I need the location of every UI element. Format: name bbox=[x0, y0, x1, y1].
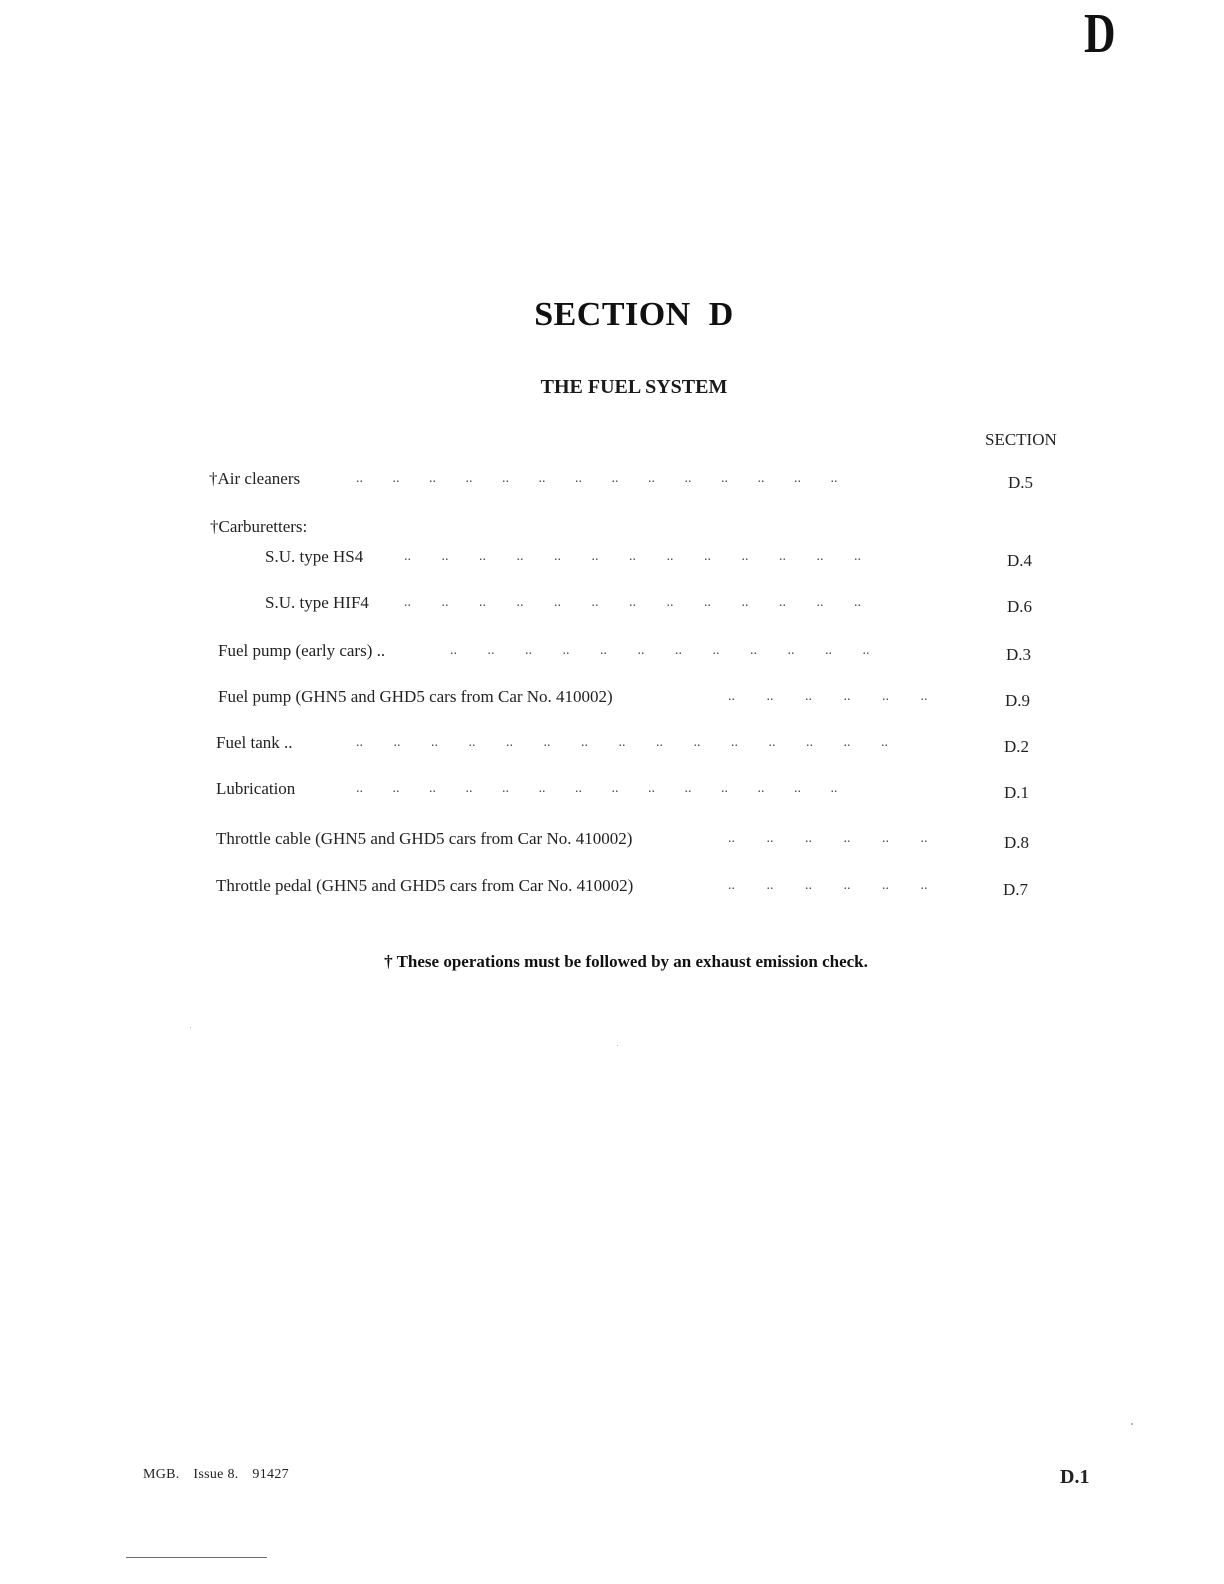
section-ref: D.6 bbox=[1007, 597, 1033, 616]
entry-label: S.U. type HIF4 bbox=[265, 593, 369, 612]
list-item bbox=[0, 829, 1224, 853]
section-ref: D.8 bbox=[1004, 833, 1030, 852]
list-item bbox=[0, 876, 1224, 900]
entry-label: Fuel pump (early cars) .. bbox=[218, 641, 386, 660]
entry-label: Throttle pedal (GHN5 and GHD5 cars from Car No. 410002) bbox=[216, 876, 634, 895]
scan-speck bbox=[190, 1027, 191, 1028]
section-ref: D.1 bbox=[1004, 783, 1030, 802]
leader-dots: .. .. .. .. .. .. .. .. .. .. .. .. .. .. .. bbox=[356, 735, 888, 750]
leader-dots: .. .. .. .. .. .. bbox=[728, 878, 928, 893]
leader-dots: .. .. .. .. .. .. .. .. .. .. .. .. .. .. bbox=[356, 471, 838, 486]
scan-speck bbox=[1131, 1423, 1133, 1425]
section-column-header: SECTION bbox=[985, 430, 1057, 449]
list-item bbox=[0, 687, 1224, 711]
list-item bbox=[0, 733, 1224, 757]
scan-speck bbox=[617, 1045, 618, 1046]
section-ref: D.3 bbox=[1006, 645, 1032, 664]
entry-label: †Air cleaners bbox=[209, 469, 301, 488]
page-number: D.1 bbox=[1060, 1466, 1090, 1488]
leader-dots: .. .. .. .. .. .. bbox=[728, 831, 928, 846]
section-ref: D.5 bbox=[1008, 473, 1034, 492]
leader-dots: .. .. .. .. .. .. .. .. .. .. .. .. .. .. bbox=[356, 781, 838, 796]
entry-label: Fuel pump (GHN5 and GHD5 cars from Car No. 410002) bbox=[218, 687, 613, 706]
entry-label: †Carburetters: bbox=[210, 517, 308, 536]
entry-label: Fuel tank .. bbox=[216, 733, 293, 752]
entry-label: Throttle cable (GHN5 and GHD5 cars from Car No. 410002) bbox=[216, 829, 633, 848]
footer-model: MGB. bbox=[143, 1467, 180, 1482]
page-footer bbox=[143, 1467, 299, 1483]
section-ref: D.7 bbox=[1003, 880, 1029, 899]
leader-dots: .. .. .. .. .. .. .. .. .. .. .. .. .. bbox=[404, 549, 861, 564]
leader-dots: .. .. .. .. .. .. .. .. .. .. .. .. bbox=[450, 643, 870, 658]
list-item bbox=[0, 547, 1224, 571]
leader-dots: .. .. .. .. .. .. .. .. .. .. .. .. .. bbox=[404, 595, 861, 610]
page-title: SECTION D bbox=[534, 296, 734, 333]
section-ref: D.9 bbox=[1005, 691, 1031, 710]
footer-code: 91427 bbox=[252, 1467, 289, 1482]
emission-footnote: † These operations must be followed by an exhaust emission check. bbox=[384, 952, 868, 971]
list-item bbox=[0, 517, 1224, 541]
list-item bbox=[0, 641, 1224, 665]
footer-issue: Issue 8. bbox=[193, 1467, 239, 1482]
leader-dots: .. .. .. .. .. .. bbox=[728, 689, 928, 704]
divider-line bbox=[126, 1557, 267, 1558]
section-ref: D.2 bbox=[1004, 737, 1030, 756]
section-tab-letter: D bbox=[1084, 3, 1116, 65]
entry-label: Lubrication bbox=[216, 779, 296, 798]
entry-label: S.U. type HS4 bbox=[265, 547, 364, 566]
list-item bbox=[0, 469, 1224, 493]
list-item bbox=[0, 779, 1224, 803]
section-ref: D.4 bbox=[1007, 551, 1033, 570]
list-item bbox=[0, 593, 1224, 617]
page-subtitle: THE FUEL SYSTEM bbox=[540, 376, 728, 398]
